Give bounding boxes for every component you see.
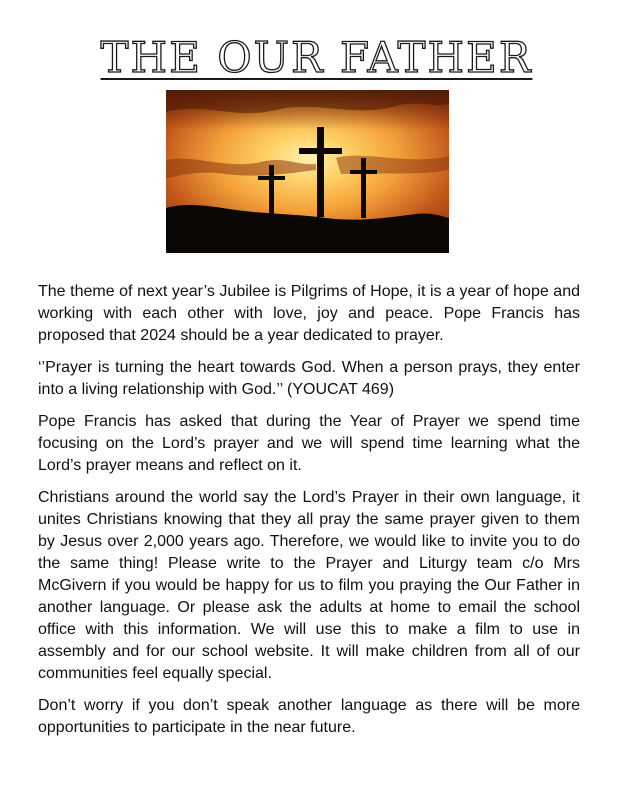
- three-crosses-sunset-image: [166, 90, 449, 253]
- paragraph-reassurance: Don’t worry if you don’t speak another language as there will be more opportunities to participate in the near future.: [38, 697, 580, 736]
- page-title: [0, 34, 633, 82]
- paragraph-jubilee: The theme of next year’s Jubilee is Pilgrims of Hope, it is a year of hope and working with each other with love, joy and peace. Pope Francis has proposed that 2024 should be a year dedicated to prayer.: [38, 283, 580, 344]
- article-body: [38, 281, 580, 749]
- paragraph-year-of-prayer: Pope Francis has asked that during the Year of Prayer we spend time focusing on the Lord’s prayer and we will spend time learning what the Lord’s prayer means and reflect on it.: [38, 413, 580, 474]
- paragraph-quote: ‘’Prayer is turning the heart towards God. When a person prays, they enter into a living relationship with God.’’ (YOUCAT 469): [38, 359, 580, 398]
- paragraph-invitation: Christians around the world say the Lord’s Prayer in their own language, it unites Christians knowing that they all pray the same prayer given to them by Jesus over 2,000 years ago. Therefore, we would like to invite you to do the same thing! Please write to the Prayer and Liturgy team c/o Mrs McGivern if you would be happy for us to film you praying the Our Father in another language. Or please ask the adults at home to email the school office with this information. We will use this to make a film to use in assembly and for our school website. It will make children from all of our communities feel equally special.: [38, 489, 580, 682]
- page-title-text: THE OUR FATHER: [100, 33, 533, 82]
